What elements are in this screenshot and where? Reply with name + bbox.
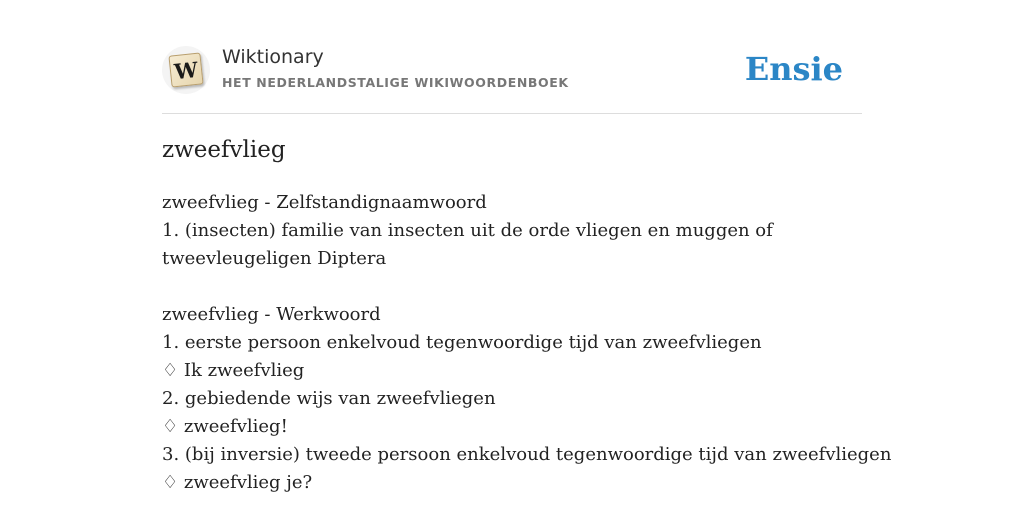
example-line: ♢ Ik zweefvlieg — [162, 360, 305, 381]
definition-line: 1. (insecten) familie van insecten uit de orde vliegen en muggen of tweevleugeligen Diptera — [162, 220, 773, 269]
site-name[interactable]: Wiktionary — [222, 46, 324, 68]
logo-letter: W — [172, 56, 200, 84]
header-divider — [162, 113, 862, 114]
wiktionary-logo[interactable] — [162, 46, 210, 94]
ensie-brand-logo[interactable]: Ensie — [744, 50, 843, 88]
entry-title: zweefvlieg — [162, 137, 286, 163]
example-line: ♢ zweefvlieg je? — [162, 472, 313, 493]
example-line: ♢ zweefvlieg! — [162, 416, 288, 437]
wiktionary-tile-icon — [168, 52, 203, 87]
definition-line: 1. eerste persoon enkelvoud tegenwoordige tijd van zweefvliegen — [162, 332, 762, 353]
section-gap — [162, 273, 862, 301]
site-header — [162, 46, 862, 96]
section-heading: zweefvlieg - Werkwoord — [162, 304, 381, 325]
section-heading: zweefvlieg - Zelfstandignaamwoord — [162, 192, 487, 213]
page-card — [162, 0, 892, 512]
definition-line: 3. (bij inversie) tweede persoon enkelvoud tegenwoordige tijd van zweefvliegen — [162, 444, 892, 465]
definitions — [162, 189, 892, 497]
definition-line: 2. gebiedende wijs van zweefvliegen — [162, 388, 496, 409]
site-tagline: HET NEDERLANDSTALIGE WIKIWOORDENBOEK — [222, 75, 569, 90]
